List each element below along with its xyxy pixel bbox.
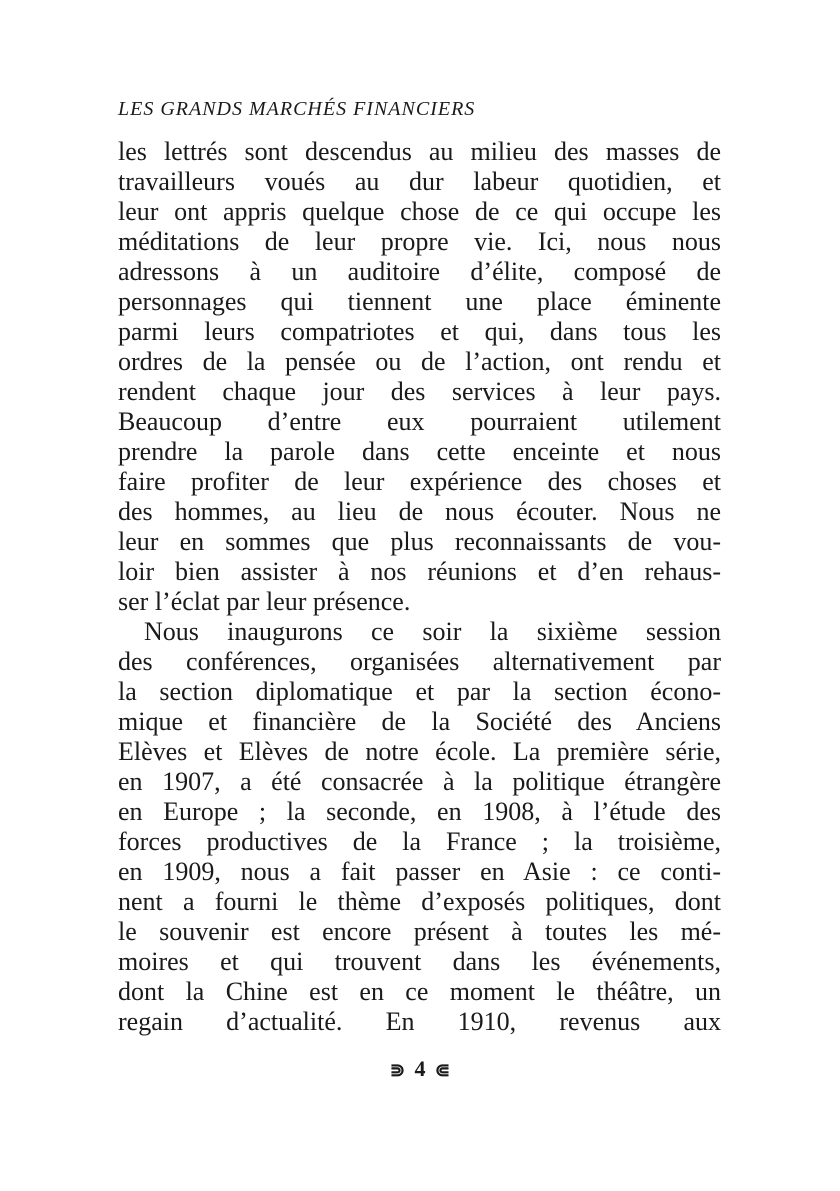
text-line: regain d’actualité. En 1910, revenus aux	[118, 1007, 721, 1036]
text-line: rendent chaque jour des services à leur pays.	[118, 377, 721, 406]
paragraph-1	[118, 137, 721, 617]
ornament-right-icon: ⋐	[435, 1060, 451, 1080]
ornament-left-icon: ⋑	[389, 1060, 405, 1080]
text-line: en Europe ; la seconde, en 1908, à l’étude des	[118, 797, 721, 826]
text-line: mique et financière de la Société des Anciens	[118, 707, 721, 736]
text-line: leur en sommes que plus reconnaissants de vou-	[118, 527, 721, 556]
text-line: dont la Chine est en ce moment le théâtre, un	[118, 977, 721, 1006]
page-number: 4	[414, 1056, 426, 1081]
text-line: forces productives de la France ; la troisième,	[118, 827, 721, 856]
text-line: moires et qui trouvent dans les événements,	[118, 947, 721, 976]
text-line: faire profiter de leur expérience des choses et	[118, 467, 721, 496]
paragraph-2	[118, 617, 721, 1037]
text-line: adressons à un auditoire d’élite, composé de	[118, 257, 721, 286]
text-line: prendre la parole dans cette enceinte et nous	[118, 437, 721, 466]
text-line: Nous inaugurons ce soir la sixième session	[144, 617, 721, 646]
text-line: personnages qui tiennent une place éminente	[118, 287, 721, 316]
text-line: Beaucoup d’entre eux pourraient utilement	[118, 407, 721, 436]
running-head: LES GRANDS MARCHÉS FINANCIERS	[118, 98, 476, 120]
text-line: le souvenir est encore présent à toutes les mé-	[118, 917, 721, 946]
text-line: nent a fourni le thème d’exposés politiques, dont	[118, 887, 721, 916]
text-line: leur ont appris quelque chose de ce qui occupe les	[118, 197, 721, 226]
text-line: loir bien assister à nos réunions et d’en rehaus-	[118, 557, 721, 586]
text-line: méditations de leur propre vie. Ici, nous nous	[118, 227, 721, 256]
text-line: en 1907, a été consacrée à la politique étrangère	[118, 767, 721, 796]
text-line: parmi leurs compatriotes et qui, dans tous les	[118, 317, 721, 346]
text-line: des conférences, organisées alternativement par	[118, 647, 721, 676]
text-line: en 1909, nous a fait passer en Asie : ce conti-	[118, 857, 721, 886]
text-line: les lettrés sont descendus au milieu des masses de	[118, 137, 721, 166]
text-line: Elèves et Elèves de notre école. La première série,	[118, 737, 721, 766]
text-line: des hommes, au lieu de nous écouter. Nous ne	[118, 497, 721, 526]
text-line: travailleurs voués au dur labeur quotidien, et	[118, 167, 721, 196]
body-text	[118, 137, 721, 1037]
page-number-footer	[0, 1056, 840, 1082]
text-line: ser l’éclat par leur présence.	[118, 587, 411, 616]
text-line: la section diplomatique et par la section écono-	[118, 677, 721, 706]
text-line: ordres de la pensée ou de l’action, ont rendu et	[118, 347, 721, 376]
